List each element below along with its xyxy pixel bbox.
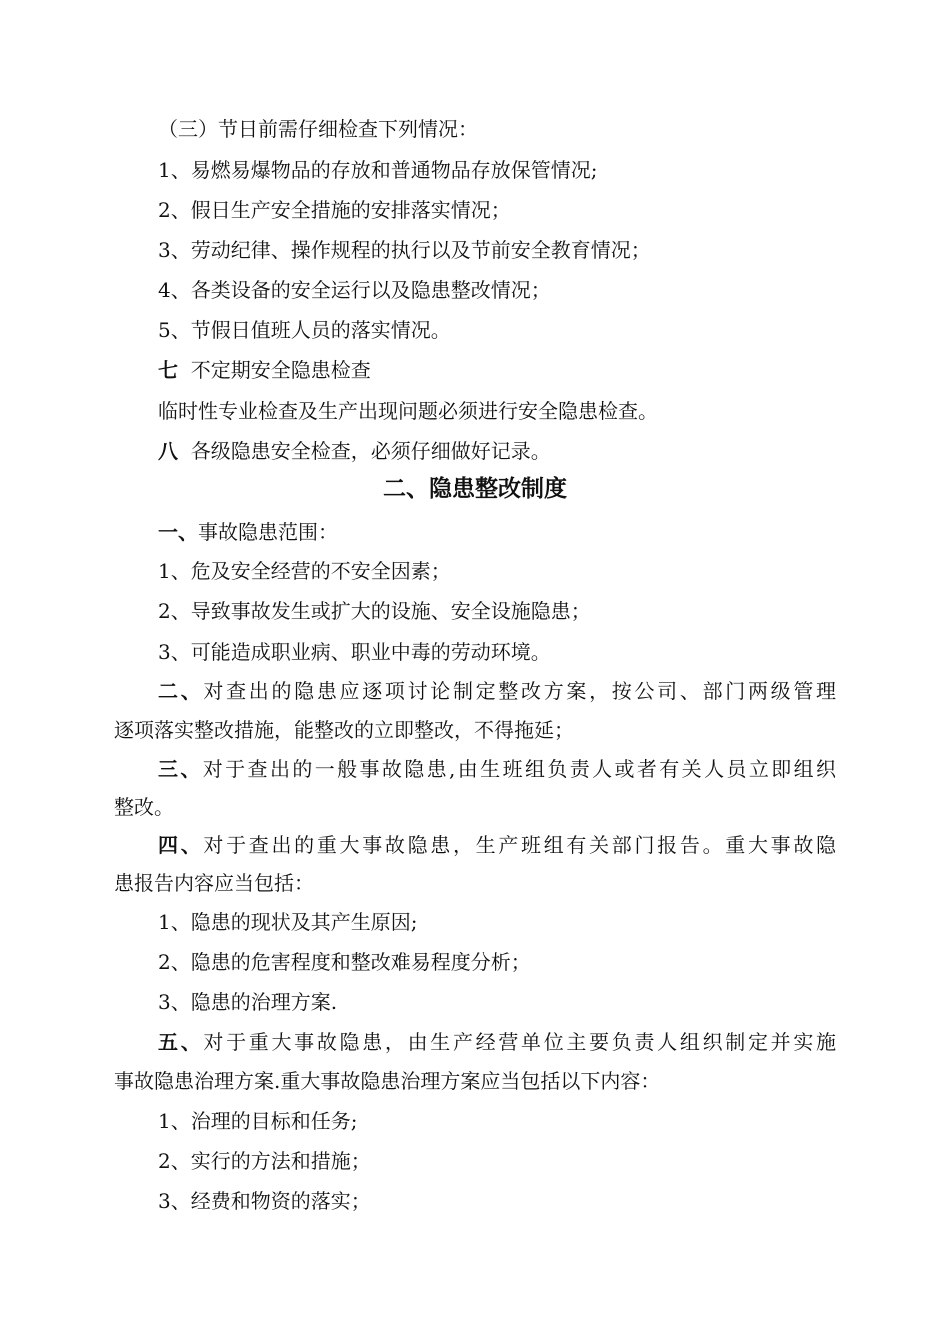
clause-text: 对于查出的重大事故隐患，生产班组有关部门报告。重大事故隐 — [203, 833, 837, 857]
section-title: 不定期安全隐患检查 — [190, 358, 371, 382]
clause-text: 对查出的隐患应逐项讨论制定整改方案，按公司、部门两级管理 — [203, 679, 837, 703]
clause-number: 二、 — [158, 679, 204, 703]
section-number: 八 — [158, 439, 178, 463]
clause-text: 对于查出的一般事故隐患,由生班组负责人或者有关人员立即组织 — [202, 757, 837, 781]
list-item: 1、危及安全经营的不安全因素； — [158, 559, 451, 583]
chapter-title: 二、隐患整改制度 — [383, 476, 567, 502]
rect-four-line1 — [114, 831, 836, 859]
rect-four-line2: 患报告内容应当包括： — [114, 871, 314, 895]
list-item: 3、隐患的治理方案. — [158, 990, 338, 1014]
section-title: 各级隐患安全检查，必须仔细做好记录。 — [190, 439, 551, 463]
list-item: 2、实行的方法和措施； — [158, 1149, 371, 1173]
section-eight-heading — [158, 437, 551, 465]
clause-number: 五、 — [158, 1030, 204, 1054]
list-item: 1、隐患的现状及其产生原因; — [158, 910, 418, 934]
list-item: 3、可能造成职业病、职业中毒的劳动环境。 — [158, 640, 551, 664]
list-item: 2、假日生产安全措施的安排落实情况； — [158, 198, 511, 222]
holiday-check-heading: （三）节日前需仔细检查下列情况： — [158, 117, 478, 141]
clause-text: 事故隐患范围： — [198, 520, 338, 544]
clause-number: 四、 — [158, 833, 204, 857]
rect-five-line2: 事故隐患治理方案.重大事故隐患治理方案应当包括以下内容： — [114, 1069, 661, 1093]
rect-one-heading — [158, 518, 338, 546]
clause-number: 一、 — [158, 520, 198, 544]
list-item: 3、经费和物资的落实； — [158, 1189, 371, 1213]
rect-five-line1 — [114, 1028, 836, 1056]
section-seven-body: 临时性专业检查及生产出现问题必须进行安全隐患检查。 — [158, 399, 658, 423]
list-item: 4、各类设备的安全运行以及隐患整改情况； — [158, 278, 551, 302]
list-item: 3、劳动纪律、操作规程的执行以及节前安全教育情况； — [158, 238, 651, 262]
list-item: 5、节假日值班人员的落实情况。 — [158, 318, 451, 342]
section-seven-heading — [158, 356, 371, 384]
rect-two-line1 — [114, 677, 836, 705]
rect-two-line2: 逐项落实整改措施，能整改的立即整改，不得拖延； — [114, 718, 574, 742]
list-item: 1、易燃易爆物品的存放和普通物品存放保管情况; — [158, 158, 598, 182]
list-item: 1、治理的目标和任务; — [158, 1109, 358, 1133]
rect-three-line2: 整改。 — [114, 795, 174, 819]
rect-three-line1 — [114, 755, 836, 783]
list-item: 2、导致事故发生或扩大的设施、安全设施隐患； — [158, 599, 591, 623]
clause-number: 三、 — [158, 757, 203, 781]
section-number: 七 — [158, 358, 178, 382]
clause-text: 对于重大事故隐患，由生产经营单位主要负责人组织制定并实施 — [203, 1030, 837, 1054]
list-item: 2、隐患的危害程度和整改难易程度分析； — [158, 950, 531, 974]
